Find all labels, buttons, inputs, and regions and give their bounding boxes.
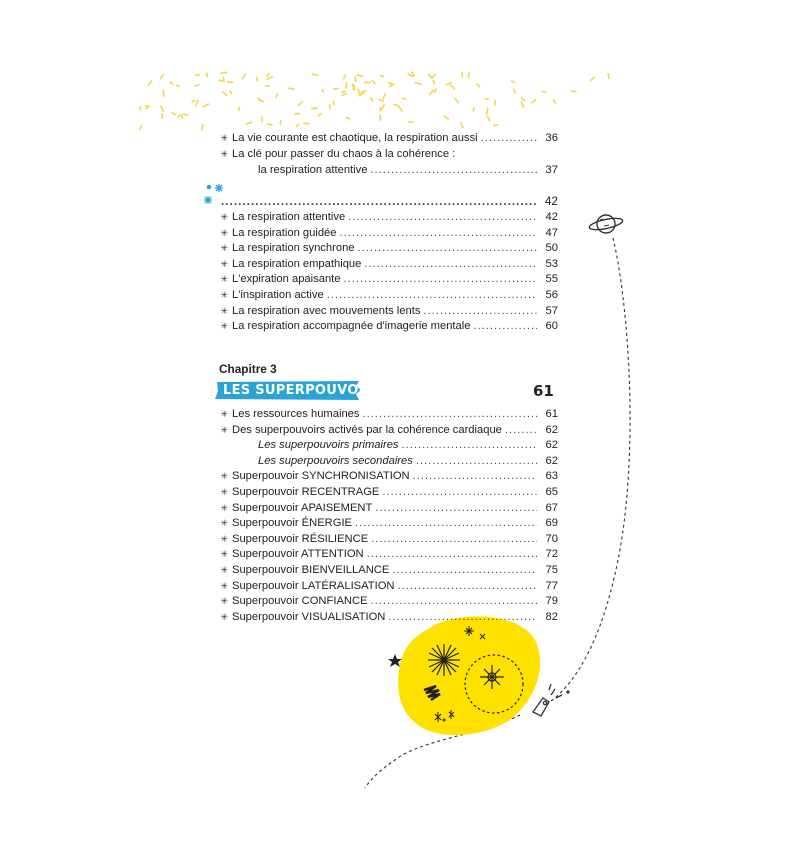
toc-entry-title: Les superpouvoirs secondaires [258,454,413,467]
confetti-mark [298,102,302,106]
confetti-mark [514,89,516,93]
chapter-title: LES SUPERPOUVOIRS [223,383,384,398]
planet-icon [588,215,623,233]
bullet-asterisk-icon: ✳ [220,471,228,482]
confetti-mark [372,80,375,83]
confetti-mark [455,99,459,102]
toc-entry [214,594,558,609]
toc-entry-title: Superpouvoir ÉNERGIE [232,517,353,530]
confetti-mark [444,116,448,119]
confetti-mark [192,100,195,101]
confetti-mark [450,85,454,89]
toc-page-number: 63 [545,470,558,483]
toc-entry-title: Superpouvoir APAISEMENT [232,501,373,514]
toc-entry-title: Les superpouvoirs primaires [258,439,399,452]
confetti-mark [219,80,222,81]
confetti-mark [485,98,488,99]
confetti-mark [357,75,362,76]
toc-page-number: 55 [545,273,558,286]
toc-page-number: 50 [545,242,558,255]
toc-entry-title: Superpouvoir SYNCHRONISATION [232,470,410,483]
toc-entry-title: Superpouvoir LATÉRALISATION [232,579,395,592]
confetti-mark [346,82,347,88]
bullet-asterisk-icon: ✳ [220,305,228,316]
confetti-mark [140,126,141,129]
confetti-mark [494,125,498,126]
bullet-asterisk-icon: ✳ [220,565,228,575]
dot-leader [344,272,538,287]
toc-entry [214,610,558,625]
dot-leader [367,547,537,562]
bullet-asterisk-icon: ✳ [220,258,228,269]
toc-entry [214,163,558,178]
confetti-mark [318,114,321,116]
toc-entry-title: Superpouvoir BIENVEILLANCE [232,564,390,576]
confetti-mark [512,81,515,82]
bullet-asterisk-icon: ✳ [220,149,228,159]
toc-page-number: 42 [544,194,558,208]
dot-leader [358,241,537,256]
confetti-mark [487,116,489,121]
toc-entry-title: La respiration accompagnée d'imagerie mentale [232,320,471,333]
confetti-mark [243,74,246,78]
confetti-mark [170,82,173,85]
toc-entry-title: La respiration guidée [232,226,337,239]
toc-entry [214,147,558,162]
dot-leader [327,288,537,303]
chapter-page-number: 61 [533,382,554,400]
dot-leader [362,407,537,422]
confetti-mark [262,117,263,121]
toc-entry [214,516,558,531]
bullet-asterisk-icon: ✳ [220,424,228,435]
bullet-asterisk-icon: ✳ [220,212,228,222]
dot-leader [371,532,537,547]
confetti-mark [361,91,366,93]
dot-leader [416,454,537,469]
toc-entry [214,501,558,516]
toc-entry [214,241,558,256]
confetti-mark [182,115,183,119]
dot-leader [375,501,537,516]
confetti-mark [247,122,252,123]
toc-entry-title: L'expiration apaisante [232,273,341,286]
confetti-mark [276,93,277,97]
toc-page-number: 62 [545,454,558,467]
toc-entry-title: La respiration avec mouvements lents [232,304,421,317]
toc-entry [214,485,558,500]
starburst-icon [428,644,460,676]
dot-leader [370,163,537,178]
toc-page-number: 72 [545,548,558,561]
dot-leader [340,226,538,241]
confetti-mark [477,84,480,87]
toc-entry [214,532,558,547]
confetti-mark [412,72,414,75]
toc-page-number: 69 [545,517,558,530]
confetti-mark [221,72,227,73]
toc-entry [214,210,558,225]
toc-entry-title: Superpouvoir CONFIANCE [232,595,368,608]
confetti-mark [432,74,436,77]
bullet-asterisk-icon: ✳ [220,502,228,513]
toc-entry-title: Superpouvoir RECENTRAGE [232,486,380,498]
confetti-mark [344,75,346,78]
toc-entry [214,319,558,334]
toc-page-number: 65 [545,486,558,498]
confetti-mark [178,115,180,117]
toc-page-number: 67 [545,501,558,514]
toc-page-number: 57 [545,304,558,317]
bullet-asterisk-icon: ✳ [220,409,228,419]
toc-entry-title: Les ressources humaines [232,408,360,420]
toc-entry [214,257,558,272]
confetti-mark [259,100,264,102]
confetti-mark [312,74,318,75]
toc-entry-title: La respiration empathique [232,257,362,270]
confetti-mark [296,124,298,126]
confetti-mark [379,99,383,101]
confetti-mark [223,92,227,95]
confetti-mark [176,85,179,86]
confetti-mark [591,77,594,81]
confetti-mark [196,100,198,106]
confetti-mark [408,74,413,77]
toc-page-number: 70 [545,532,558,545]
dot-leader [355,516,537,531]
toc-entry [214,579,558,594]
toc-page-number: 36 [545,132,558,144]
toc-entry-title: La vie courante est chaotique, la respiration aussi [232,132,478,144]
toc-entry [214,438,558,453]
toc-page-number: 62 [545,439,558,452]
toc-entry-title: Superpouvoir VISUALISATION [232,610,386,623]
dot-leader [382,485,537,500]
toc-page-number: 79 [545,595,558,608]
confetti-mark [394,105,398,106]
confetti-mark [161,106,164,111]
confetti-mark [267,77,272,80]
dot-leader [221,194,537,209]
toc-entry [214,272,558,287]
toc-entry-title: La respiration attentive [232,211,346,223]
toc-page-number: 61 [545,408,558,420]
toc-page-number: 56 [545,289,558,301]
bullet-asterisk-icon: ✳ [220,290,228,300]
toc-entry-title: La respiration synchrone [232,242,355,255]
toc-page-number: 82 [545,610,558,623]
confetti-decoration [140,72,609,129]
confetti-mark [333,101,334,104]
bullet-asterisk-icon: ✳ [220,487,228,497]
confetti-mark [402,98,405,99]
confetti-mark [312,108,318,109]
confetti-mark [522,98,525,101]
dot-leader [505,423,537,438]
bullet-asterisk-icon: ✳ [220,533,228,544]
toc-page-number: 53 [545,257,558,270]
toc-entry-title: Superpouvoir ATTENTION [232,548,364,561]
confetti-mark [148,81,151,85]
confetti-mark [239,107,240,111]
confetti-mark [542,91,545,92]
toc-entry [214,454,558,469]
toc-entry-title: Des superpouvoirs activés par la cohérence cardiaque [232,423,502,436]
dot-leader [473,319,537,334]
dot-leader [371,594,537,609]
bullet-asterisk-icon: ✳ [220,549,228,560]
bullet-asterisk-icon: ✳ [220,243,228,254]
confetti-mark [433,81,434,84]
confetti-mark [202,125,203,130]
confetti-mark [380,75,383,76]
confetti-mark [207,73,208,76]
dot-leader [388,610,537,625]
bullet-asterisk-icon: ✳ [220,227,228,238]
confetti-mark [554,100,556,103]
confetti-mark [172,113,176,115]
toc-entry [214,226,558,241]
confetti-mark [371,98,373,101]
confetti-mark [521,102,523,107]
confetti-mark [468,73,469,77]
dot-leader [481,131,537,146]
confetti-mark [608,74,609,78]
dot-leader [423,304,537,319]
chapter-label: Chapitre 3 [219,362,277,376]
bullet-asterisk-icon: ✳ [220,133,228,143]
toc-entry-title: La clé pour passer du chaos à la cohérence : [232,148,456,160]
toc-entry [214,407,558,422]
bullet-asterisk-icon: ✳ [220,274,228,285]
toc-page-number: 77 [545,579,558,592]
section-heading [214,194,558,209]
confetti-mark [388,83,393,85]
confetti-mark [161,74,164,78]
toc-entry [214,469,558,484]
confetti-mark [430,90,434,94]
confetti-mark [346,118,350,119]
toc-entry [214,547,558,562]
toc-entry-title: la respiration attentive [258,164,368,176]
confetti-mark [487,109,488,115]
confetti-mark [184,114,188,115]
confetti-mark [342,91,345,92]
bullet-asterisk-icon: ✳ [220,321,228,332]
toc-page-number: 42 [545,211,558,223]
dot-leader [348,210,537,225]
toc-entry [214,423,558,438]
confetti-mark [358,90,359,94]
dot-leader [398,579,538,594]
confetti-mark [223,78,224,82]
confetti-mark [389,85,392,87]
dot-leader [392,563,537,578]
toc-entry [214,563,558,578]
confetti-mark [461,122,463,127]
dot-leader [413,469,537,484]
confetti-mark [446,83,451,85]
bullet-asterisk-icon: ✳ [220,611,228,622]
confetti-mark [398,106,402,111]
dot-leader [402,438,537,453]
confetti-mark [355,77,356,81]
toc-page-number: 37 [545,164,558,176]
star-icon [388,654,402,667]
confetti-mark [435,89,437,92]
toc-entry [214,288,558,303]
confetti-mark [380,115,381,121]
toc-entry [214,304,558,319]
toc-entry-title: Superpouvoir RÉSILIENCE [232,532,369,545]
confetti-mark [532,100,536,103]
bullet-asterisk-icon: ✳ [220,518,228,529]
confetti-mark [196,75,200,76]
confetti-mark [289,88,294,89]
confetti-mark [415,83,421,85]
toc-entry-title: L'inspiration active [232,289,324,301]
confetti-mark [381,105,384,109]
dot-leader [364,257,537,272]
toc-page-number: 75 [545,564,558,576]
confetti-mark [267,73,269,75]
confetti-mark [342,94,346,95]
toc-page-number: 60 [545,320,558,333]
bullet-asterisk-icon: ✳ [220,580,228,591]
confetti-mark [322,89,323,92]
confetti-mark [230,91,232,94]
confetti-mark [268,124,272,125]
confetti-mark [383,94,385,99]
confetti-mark [203,104,208,107]
bullet-asterisk-icon: ✳ [220,596,228,607]
confetti-mark [195,85,199,86]
toc-entry [214,131,558,146]
confetti-mark [163,90,164,96]
toc-page-number: 62 [545,423,558,436]
toc-page-number: 47 [545,226,558,239]
